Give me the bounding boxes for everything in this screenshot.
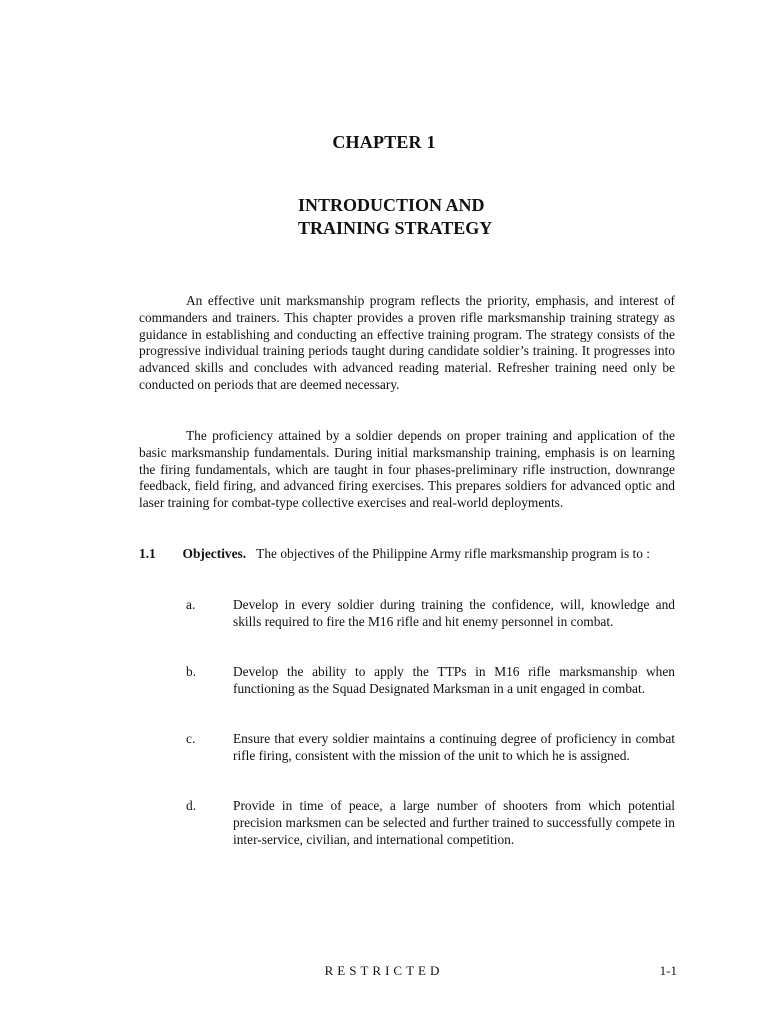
objective-letter: b. <box>186 664 197 679</box>
chapter-label: CHAPTER 1 <box>332 132 436 152</box>
page-number: 1-1 <box>659 963 677 978</box>
objectives-intro: The objectives of the Philippine Army rifle marksmanship program is to : <box>256 546 651 561</box>
intro-paragraph-2: The proficiency attained by a soldier depends on proper training and application of the basic marksmanship fundamentals. During initial marksmanship training, emphasis is on learning the firing fundamentals, which are taught in four phases-preliminary rifle instruction, downrange feedback, field firing, and advanced firing exercises. This prepares soldiers for advanced optic and laser training for combat-type collective exercises and real-world deployments. <box>139 428 675 511</box>
intro-paragraph-1: An effective unit marksmanship program reflects the priority, emphasis, and interest of commanders and trainers. This chapter provides a proven rifle marksmanship training strategy as guidance in establishing and conducting an effective training program. The strategy consists of the progressive individual training periods taught during candidate soldier’s training. It progresses into advanced skills and concludes with advanced reading material. Refresher training need only be conducted on periods that are deemed necessary. <box>139 293 675 392</box>
section-number: 1.1 <box>139 546 156 561</box>
classification-marking: RESTRICTED <box>324 963 444 978</box>
chapter-title-line-2: TRAINING STRATEGY <box>298 218 493 238</box>
objective-letter: a. <box>186 597 196 612</box>
objective-text: Develop in every soldier during training the confidence, will, knowledge and skills required to fire the M16 rifle and hit enemy personnel in combat. <box>233 597 675 629</box>
objective-letter: d. <box>186 798 197 813</box>
objective-text: Ensure that every soldier maintains a continuing degree of proficiency in combat rifle firing, consistent with the mission of the unit to which he is assigned. <box>233 731 675 763</box>
chapter-title <box>298 194 558 240</box>
chapter-title-line-1: INTRODUCTION AND <box>298 195 485 215</box>
section-heading: Objectives. <box>182 546 247 561</box>
objectives-paragraph <box>139 546 675 563</box>
objective-text: Develop the ability to apply the TTPs in M16 rifle marksmanship when functioning as the Squad Designated Marksman in a unit engaged in combat. <box>233 664 675 696</box>
objective-letter: c. <box>186 731 196 746</box>
objective-text: Provide in time of peace, a large number of shooters from which potential precision marksmen can be selected and further trained to successfully compete in inter-service, civilian, and international competition. <box>233 798 675 847</box>
